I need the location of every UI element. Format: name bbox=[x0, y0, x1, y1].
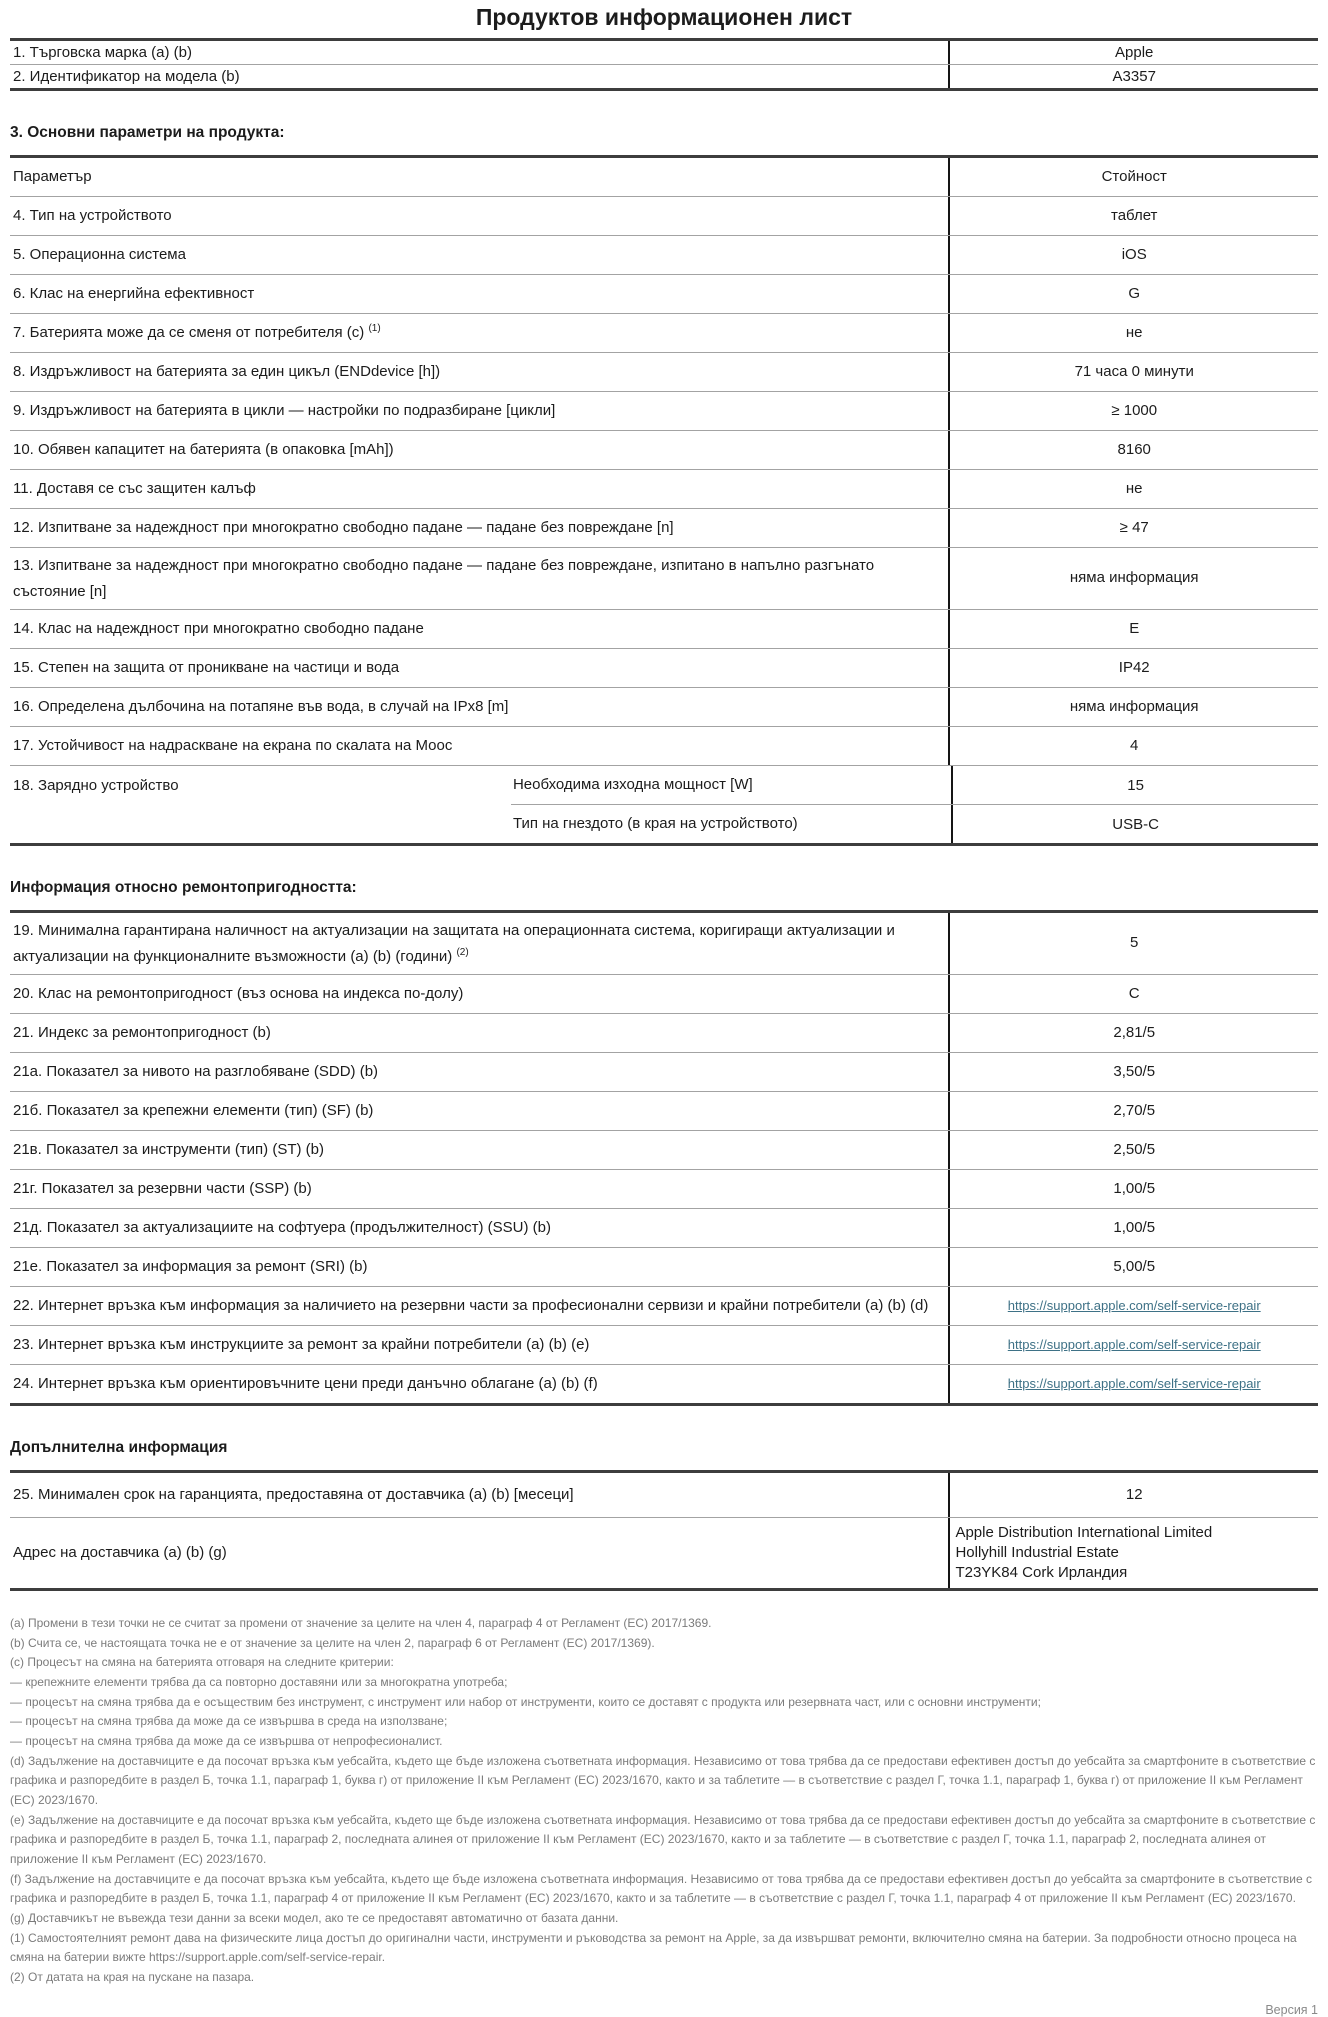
row-value: 12 bbox=[1125, 1485, 1143, 1503]
footnote-ref-1: (1) bbox=[368, 323, 381, 335]
table-row bbox=[10, 1013, 1318, 1052]
row-value: 71 часа 0 минути bbox=[1074, 362, 1194, 380]
row-value: няма информация bbox=[1069, 697, 1199, 715]
table-row bbox=[10, 687, 1318, 726]
repair-instructions-link[interactable]: https://support.apple.com/self-service-repair bbox=[1007, 1336, 1261, 1352]
row-label: 16. Определена дълбочина на потапяне във вода, в случай на IPx8 [m] bbox=[10, 688, 950, 726]
row-value: 1,00/5 bbox=[1113, 1218, 1156, 1236]
footnote-1: (1) Самостоятелният ремонт дава на физическите лица достъп до оригинални части, инструменти и ръководства за ремонт на Apple, за да извършват ремонти, включително смяна на батерии. За подробности относно процеса на смяна на батерии вижте https://support.apple.com/self-service-repair. bbox=[10, 1930, 1297, 1965]
row-label: 2. Идентификатор на модела (b) bbox=[10, 65, 950, 88]
row-label: 21в. Показател за инструменти (тип) (ST) (b) bbox=[10, 1131, 950, 1169]
table-row bbox=[10, 313, 1318, 352]
row-value: 5,00/5 bbox=[1113, 1257, 1156, 1275]
row-value: G bbox=[1128, 284, 1141, 302]
row-value: iOS bbox=[1121, 245, 1147, 263]
row-value: 1,00/5 bbox=[1113, 1179, 1156, 1197]
supplier-address-row bbox=[10, 1517, 1318, 1588]
row-label: Адрес на доставчика (a) (b) (g) bbox=[10, 1518, 950, 1588]
table-row bbox=[10, 1286, 1318, 1325]
row-label: 11. Доставя се със защитен калъф bbox=[10, 470, 950, 508]
row-value: Apple bbox=[1115, 44, 1154, 61]
row-value bbox=[950, 1287, 1318, 1325]
footnote-d: (d) Задължение на доставчиците е да посочат връзка към уебсайта, където ще бъде изложена съответната информация. Независимо от това трябва да се предостави ефективен достъп до уебсайта за смартфоните в съответствие с графика и разпоредбите в раздел Б, точка 1.1, параграф 1, буква г) от приложение II към Регламент (ЕС) 2023/1670, както и за таблетите — в съответствие с раздел Г, точка 1.1, параграф 1, буква г) от приложение II към Регламент (ЕС) 2023/1670. bbox=[10, 1753, 1316, 1808]
row-label: 21. Индекс за ремонтопригодност (b) bbox=[10, 1014, 950, 1052]
table-row bbox=[10, 41, 1318, 64]
row-label: 21а. Показател за нивото на разглобяване (SDD) (b) bbox=[10, 1053, 950, 1091]
row-label: 18. Зарядно устройство bbox=[13, 777, 179, 794]
table-row bbox=[10, 508, 1318, 547]
row-label: 6. Клас на енергийна ефективност bbox=[10, 275, 950, 313]
section-heading-main-parameters: 3. Основни параметри на продукта: bbox=[10, 124, 285, 141]
footnote-c-criterion: — процесът на смяна трябва да може да се извършва в среда на използване; bbox=[10, 1714, 448, 1729]
row-value: IP42 bbox=[1118, 658, 1150, 676]
row-label: 23. Интернет връзка към инструкциите за ремонт за крайни потребители (a) (b) (e) bbox=[10, 1326, 950, 1364]
row-value: 2,50/5 bbox=[1113, 1140, 1156, 1158]
footnote-2: (2) От датата на края на пускане на пазара. bbox=[10, 1970, 255, 1985]
row-value: C bbox=[1128, 984, 1140, 1002]
row-value: USB-C bbox=[1112, 815, 1159, 833]
row-value: няма информация bbox=[1069, 569, 1199, 587]
table-row bbox=[10, 1091, 1318, 1130]
table-row bbox=[10, 609, 1318, 648]
row-label: 20. Клас на ремонтопригодност (въз основа на индекса по-долу) bbox=[10, 975, 950, 1013]
table-row bbox=[10, 430, 1318, 469]
row-label: 25. Минимален срок на гаранцията, предоставяна от доставчика (a) (b) [месеци] bbox=[10, 1473, 950, 1517]
row-label: 10. Обявен капацитет на батерията (в опаковка [mAh]) bbox=[10, 431, 950, 469]
row-label: 22. Интернет връзка към информация за наличието на резервни части за професионални сервизи и крайни потребители (a) (b) (d) bbox=[10, 1287, 950, 1325]
supplier-address bbox=[950, 1518, 1318, 1588]
table-header-row bbox=[10, 158, 1318, 196]
table-row bbox=[10, 726, 1318, 765]
row-value: 5 bbox=[1130, 934, 1139, 952]
section-heading-repairability: Информация относно ремонтопригодността: bbox=[10, 879, 357, 896]
column-header-parameter: Параметър bbox=[10, 158, 950, 196]
row-label: 13. Изпитване за надеждност при многократно свободно падане — падане без повреждане, изпитано в напълно разгънато състояние [n] bbox=[10, 548, 950, 609]
footnote-ref-2: (2) bbox=[456, 946, 469, 958]
row-label: 4. Тип на устройството bbox=[10, 197, 950, 235]
address-line: Hollyhill Industrial Estate bbox=[955, 1544, 1119, 1561]
page-title: Продуктов информационен лист bbox=[475, 4, 853, 30]
row-label: 12. Изпитване за надеждност при многократно свободно падане — падане без повреждане [n] bbox=[10, 509, 950, 547]
table-row bbox=[10, 913, 1318, 974]
row-value: 15 bbox=[1127, 776, 1144, 794]
column-header-value: Стойност bbox=[1101, 167, 1167, 185]
table-row bbox=[10, 235, 1318, 274]
table-row bbox=[10, 1169, 1318, 1208]
footnote-a: (a) Промени в тези точки не се считат за промени от значение за целите на член 4, параграф 4 от Регламент (ЕС) 2017/1369. bbox=[10, 1616, 712, 1630]
row-value: не bbox=[1125, 479, 1143, 497]
main-parameters-table bbox=[10, 155, 1318, 846]
table-row bbox=[10, 974, 1318, 1013]
row-value: не bbox=[1125, 323, 1143, 341]
table-row bbox=[10, 1247, 1318, 1286]
table-row bbox=[10, 274, 1318, 313]
identification-table bbox=[10, 38, 1318, 91]
table-row bbox=[10, 1208, 1318, 1247]
table-row bbox=[10, 64, 1318, 88]
table-row bbox=[10, 196, 1318, 235]
footnote-c-criterion: — процесът на смяна трябва да може да се извършва от непрофесионалист. bbox=[10, 1734, 443, 1749]
row-label: 21е. Показател за информация за ремонт (SRI) (b) bbox=[10, 1248, 950, 1286]
pretax-prices-link[interactable]: https://support.apple.com/self-service-repair bbox=[1007, 1375, 1261, 1391]
row-label: 24. Интернет връзка към ориентировъчните цени преди данъчно облагане (a) (b) (f) bbox=[10, 1365, 950, 1403]
footnote-c-criterion: — крепежните елементи трябва да са повторно доставяни или за многократна употреба; bbox=[10, 1675, 508, 1690]
version-label: Версия 1 bbox=[1265, 2002, 1318, 2017]
row-label: 7. Батерията може да се сменя от потребителя (c) $^{(1)}$ bbox=[10, 314, 950, 352]
row-value: ≥ 47 bbox=[1119, 518, 1149, 536]
row-value bbox=[950, 1365, 1318, 1403]
row-label: 9. Издръжливост на батерията в цикли — настройки по подразбиране [цикли] bbox=[10, 392, 950, 430]
row-value: E bbox=[1129, 619, 1140, 637]
charger-sub-row bbox=[511, 804, 1318, 843]
row-label: 1. Търговска марка (a) (b) bbox=[10, 41, 950, 64]
charger-sub-table bbox=[511, 766, 1318, 843]
charger-row bbox=[10, 765, 1318, 843]
footnote-e: (e) Задължение на доставчиците е да посочат връзка към уебсайта, където ще бъде изложена съответната информация. Независимо от това трябва да се предостави ефективен достъп до уебсайта за смартфоните в съответствие с графика и разпоредбите в раздел Б, точка 1.1, параграф 2, последната алинея от приложение II към Регламент (ЕС) 2023/1670, както и за таблетите — в съответствие с раздел Г, точка 1.1, параграф 2, последната алинея от приложение II към Регламент (ЕС) 2023/1670. bbox=[10, 1812, 1316, 1867]
address-line: T23YK84 Cork Ирландия bbox=[955, 1564, 1128, 1581]
repairability-table bbox=[10, 910, 1318, 1406]
footnote-f: (f) Задължение на доставчиците е да посочат връзка към уебсайта, където ще бъде изложена съответната информация. Независимо от това трябва да се предостави ефективен достъп до уебсайта за смартфоните в съответствие с графика и разпоредбите в раздел Б, точка 1.1, параграф 4 от приложение II към Регламент (ЕС) 2023/1670, както и за таблетите — в съответствие с раздел Г, точка 1.1, параграф 4 от приложение II към Регламент (ЕС) 2023/1670. bbox=[10, 1871, 1312, 1906]
table-row bbox=[10, 1364, 1318, 1403]
footnote-g: (g) Доставчикът не въвежда тези данни за всеки модел, ако те се предоставят автоматично от базата данни. bbox=[10, 1911, 619, 1926]
table-row bbox=[10, 648, 1318, 687]
table-row bbox=[10, 1130, 1318, 1169]
table-row bbox=[10, 469, 1318, 508]
additional-info-table bbox=[10, 1470, 1318, 1591]
row-value: 2,81/5 bbox=[1113, 1023, 1156, 1041]
row-label: Необходима изходна мощност [W] bbox=[511, 766, 953, 804]
table-row bbox=[10, 547, 1318, 609]
table-row bbox=[10, 352, 1318, 391]
row-label: 21д. Показател за актуализациите на софтуера (продължителност) (SSU) (b) bbox=[10, 1209, 950, 1247]
row-value: A3357 bbox=[1112, 68, 1156, 85]
spare-parts-link[interactable]: https://support.apple.com/self-service-repair bbox=[1007, 1297, 1261, 1313]
address-line: Apple Distribution International Limited bbox=[955, 1524, 1213, 1541]
row-label: 19. Минимална гарантирана наличност на актуализации на защитата на операционната система, коригиращи актуализации и актуализации на функционалните възможности (a) (b) (години) $^{(2)}$ bbox=[10, 913, 950, 974]
row-label: Тип на гнездото (в края на устройството) bbox=[511, 805, 953, 843]
table-row bbox=[10, 1473, 1318, 1517]
footnotes-block bbox=[10, 1614, 1318, 1988]
row-label: 5. Операционна система bbox=[10, 236, 950, 274]
row-label: 15. Степен на защита от проникване на частици и вода bbox=[10, 649, 950, 687]
footnote-c: (c) Процесът на смяна на батерията отговаря на следните критерии: bbox=[10, 1655, 394, 1670]
row-value: ≥ 1000 bbox=[1111, 401, 1158, 419]
row-value: 8160 bbox=[1117, 440, 1151, 458]
row-value: таблет bbox=[1111, 206, 1158, 224]
footnote-c-criterion: — процесът на смяна трябва да е осъществим без инструмент, с инструмент или набор от инструменти, които се доставят с продукта или резервната част, или с основни инструменти; bbox=[10, 1694, 1041, 1709]
row-label: 8. Издръжливост на батерията за един цикъл (ENDdevice [h]) bbox=[10, 353, 950, 391]
row-value bbox=[950, 1326, 1318, 1364]
row-value: 2,70/5 bbox=[1113, 1101, 1156, 1119]
row-label: 14. Клас на надеждност при многократно свободно падане bbox=[10, 610, 950, 648]
charger-sub-row bbox=[511, 766, 1318, 804]
table-row bbox=[10, 391, 1318, 430]
row-label: 21г. Показател за резервни части (SSP) (b) bbox=[10, 1170, 950, 1208]
table-row bbox=[10, 1325, 1318, 1364]
row-label: 21б. Показател за крепежни елементи (тип) (SF) (b) bbox=[10, 1092, 950, 1130]
row-label: 17. Устойчивост на надраскване на екрана по скалата на Моос bbox=[10, 727, 950, 765]
footnote-b: (b) Счита се, че настоящата точка не е от значение за целите на член 2, параграф 6 от Регламент (ЕС) 2017/1369). bbox=[10, 1635, 655, 1650]
row-value: 4 bbox=[1130, 736, 1139, 754]
row-value: 3,50/5 bbox=[1113, 1062, 1156, 1080]
section-heading-additional-info: Допълнителна информация bbox=[10, 1439, 228, 1456]
table-row bbox=[10, 1052, 1318, 1091]
